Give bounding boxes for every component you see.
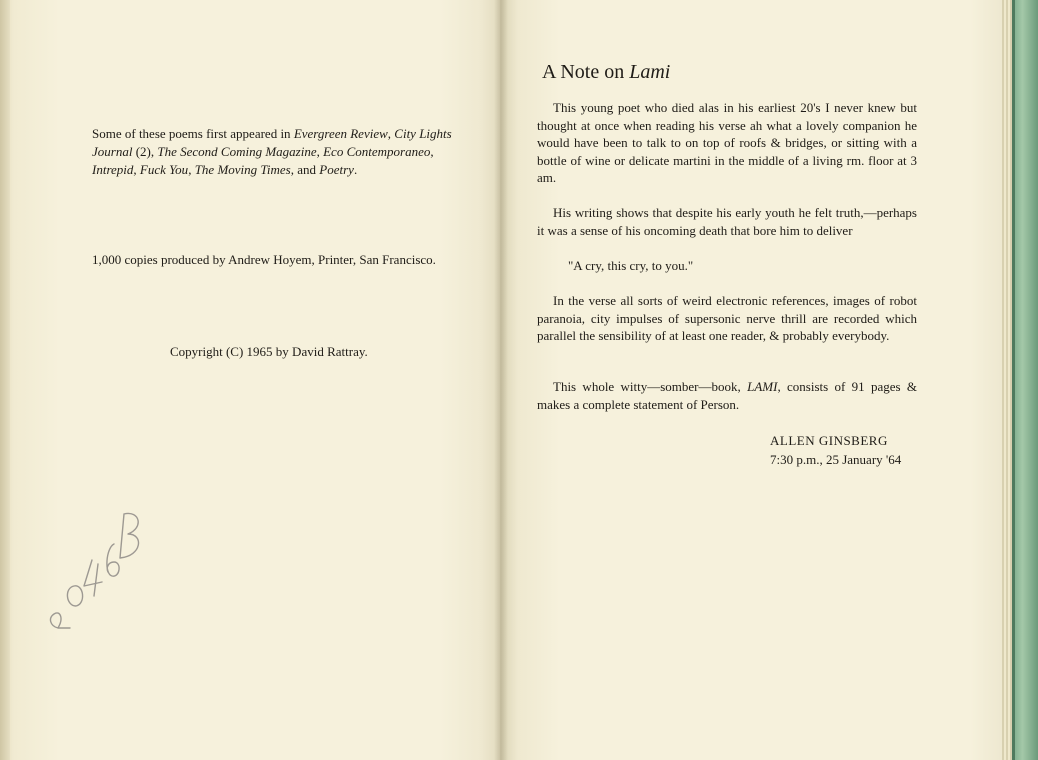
note-paragraph-4-text-a: This whole witty—somber—book, — [553, 379, 748, 394]
note-paragraph-2-text: His writing shows that despite his early youth he felt truth,—perhaps it was a sense of his oncoming death that bore him to deliver — [537, 205, 917, 238]
quote-line: "A cry, this cry, to you." — [568, 258, 694, 273]
ack-poetry: Poetry — [319, 162, 354, 177]
ack-second-coming: The Second Coming Magazine — [157, 144, 317, 159]
ack-intrepid: Intrepid — [92, 162, 134, 177]
title-prefix: A Note on — [542, 61, 630, 83]
ack-sep: , — [387, 126, 395, 141]
note-paragraph-1 — [537, 99, 917, 187]
left-page — [0, 0, 500, 760]
title-italic: Lami — [629, 61, 671, 83]
left-page-edge — [0, 0, 10, 760]
book-cover — [1012, 0, 1038, 760]
book-gutter — [494, 0, 508, 760]
ack-fuck-you: Fuck You — [139, 162, 189, 177]
ack-moving-times: The Moving Times — [194, 162, 291, 177]
signature-name: ALLEN GINSBERG — [770, 433, 888, 448]
ack-eco: Eco Contemporaneo — [323, 144, 431, 159]
note-paragraph-4-italic: LAMI — [747, 379, 778, 394]
acknowledgments-paragraph — [92, 125, 472, 179]
note-paragraph-1-text: This young poet who died alas in his earliest 20's I never knew but thought at once when reading his verse ah what a lovely companion he would have been to talk to on top of roofs & bridges, or sitting with a bottle of wine or delicate martini in the middle of a living rm. floor at 3 am. — [537, 100, 917, 185]
note-paragraph-3-text: In the verse all sorts of weird electronic references, images of robot paranoia, city impulses of supersonic nerve thrill are recorded which parallel the sensibility of at least one reader, & probably everybody. — [537, 293, 917, 343]
ack-evergreen: Evergreen Review — [293, 126, 388, 141]
page-title — [542, 61, 670, 84]
ack-sep: (2), — [132, 144, 158, 159]
note-paragraph-4 — [537, 378, 917, 413]
ack-sep: , and — [290, 162, 320, 177]
ack-sep: , — [188, 162, 195, 177]
copyright-line: Copyright (C) 1965 by David Rattray. — [170, 344, 368, 359]
ack-city-lights: City Lights Journal — [92, 126, 452, 159]
handwritten-pencil-note — [40, 478, 150, 638]
copies-note: 1,000 copies produced by Andrew Hoyem, Printer, San Francisco. — [92, 252, 436, 267]
note-paragraph-2 — [537, 204, 917, 239]
book-cover-edge — [1012, 0, 1015, 760]
ack-intro: Some of these poems first appeared in — [92, 126, 294, 141]
note-paragraph-3 — [537, 292, 917, 345]
signature-date: 7:30 p.m., 25 January '64 — [770, 452, 902, 467]
note-paragraph-4-text-b: , consists of 91 pages & makes a complete statement of Person. — [537, 379, 917, 412]
ack-sep: , — [430, 144, 434, 159]
ack-sep: , — [133, 162, 140, 177]
ack-sep: , — [316, 144, 324, 159]
ack-end: . — [353, 162, 358, 177]
